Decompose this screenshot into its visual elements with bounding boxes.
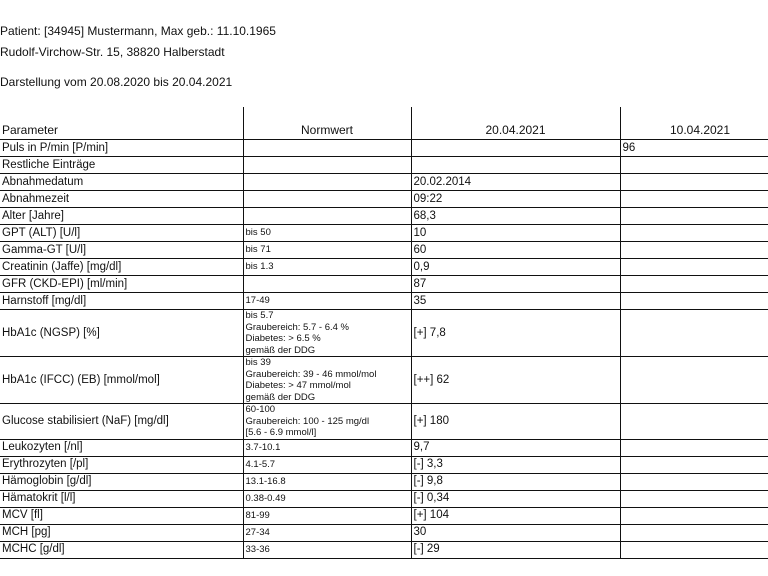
date-range: Darstellung vom 20.08.2020 bis 20.04.2021 xyxy=(0,75,233,89)
value-cell-date-2 xyxy=(620,541,768,558)
value-cell-date-2 xyxy=(620,439,768,456)
normwert-line: 3.7-10.1 xyxy=(245,441,281,453)
value-cell-date-1 xyxy=(411,140,620,157)
normwert-line: gemäß der DDG xyxy=(245,344,316,356)
table-row xyxy=(0,456,768,473)
parameter-cell: GFR (CKD-EPI) [ml/min] xyxy=(0,276,243,293)
parameter-cell: Restliche Einträge xyxy=(0,157,243,174)
normwert-cell xyxy=(243,242,411,259)
normwert-cell xyxy=(243,293,411,310)
normwert-line: gemäß der DDG xyxy=(245,391,316,403)
table-row xyxy=(0,157,768,174)
normwert-line: bis 5.7 xyxy=(245,310,274,321)
value-cell-date-1: 09:22 xyxy=(411,191,620,208)
parameter-cell: Gamma-GT [U/l] xyxy=(0,242,243,259)
value-cell-date-1: 35 xyxy=(411,293,620,310)
normwert-cell xyxy=(243,276,411,293)
value-cell-date-1: [+] 104 xyxy=(411,507,620,524)
normwert-cell xyxy=(243,225,411,242)
header-parameter: Parameter xyxy=(0,107,243,140)
normwert-cell xyxy=(243,524,411,541)
table-row xyxy=(0,310,768,357)
normwert-cell xyxy=(243,140,411,157)
parameter-cell: MCH [pg] xyxy=(0,524,243,541)
value-cell-date-2 xyxy=(620,276,768,293)
value-cell-date-1: 60 xyxy=(411,242,620,259)
parameter-cell: HbA1c (IFCC) (EB) [mmol/mol] xyxy=(0,357,243,404)
normwert-cell xyxy=(243,541,411,558)
table-row xyxy=(0,140,768,157)
normwert-cell xyxy=(243,404,411,440)
normwert-cell xyxy=(243,157,411,174)
value-cell-date-2 xyxy=(620,259,768,276)
normwert-cell xyxy=(243,439,411,456)
header-date-1: 20.04.2021 xyxy=(411,107,620,140)
value-cell-date-2 xyxy=(620,242,768,259)
value-cell-date-2 xyxy=(620,225,768,242)
header-date-2: 10.04.2021 xyxy=(620,107,768,140)
table-row xyxy=(0,490,768,507)
value-cell-date-2 xyxy=(620,157,768,174)
patient-address: Rudolf-Virchow-Str. 15, 38820 Halberstadt xyxy=(0,45,225,59)
normwert-cell xyxy=(243,310,411,357)
parameter-cell: Alter [Jahre] xyxy=(0,208,243,225)
normwert-line: bis 1.3 xyxy=(245,261,274,273)
table-row xyxy=(0,293,768,310)
table-row xyxy=(0,357,768,404)
parameter-cell: Abnahmezeit xyxy=(0,191,243,208)
normwert-line: 81-99 xyxy=(245,509,270,521)
normwert-line: Graubereich: 39 - 46 mmol/mol xyxy=(245,368,377,380)
normwert-line: 0.38-0.49 xyxy=(245,492,286,504)
parameter-cell: Erythrozyten [/pl] xyxy=(0,456,243,473)
value-cell-date-2 xyxy=(620,357,768,404)
parameter-cell: MCHC [g/dl] xyxy=(0,541,243,558)
value-cell-date-1: [-] 0,34 xyxy=(411,490,620,507)
parameter-cell: Hämatokrit [l/l] xyxy=(0,490,243,507)
normwert-line: Graubereich: 5.7 - 6.4 % xyxy=(245,321,349,333)
table-row xyxy=(0,174,768,191)
value-cell-date-2 xyxy=(620,507,768,524)
value-cell-date-2 xyxy=(620,490,768,507)
normwert-line: 17-49 xyxy=(245,295,270,307)
normwert-cell xyxy=(243,456,411,473)
value-cell-date-2 xyxy=(620,456,768,473)
value-cell-date-1: [-] 29 xyxy=(411,541,620,558)
table-row xyxy=(0,439,768,456)
parameter-cell: Abnahmedatum xyxy=(0,174,243,191)
parameter-cell: HbA1c (NGSP) [%] xyxy=(0,310,243,357)
table-row xyxy=(0,473,768,490)
table-row xyxy=(0,507,768,524)
table-row xyxy=(0,524,768,541)
table-row xyxy=(0,259,768,276)
value-cell-date-1: 30 xyxy=(411,524,620,541)
normwert-line: bis 50 xyxy=(245,227,271,239)
normwert-line: bis 71 xyxy=(245,244,271,256)
parameter-cell: Harnstoff [mg/dl] xyxy=(0,293,243,310)
value-cell-date-2 xyxy=(620,524,768,541)
normwert-line: 4.1-5.7 xyxy=(245,458,276,470)
table-row xyxy=(0,541,768,558)
value-cell-date-1: 0,9 xyxy=(411,259,620,276)
header-normwert: Normwert xyxy=(243,107,411,140)
normwert-cell xyxy=(243,507,411,524)
table-row xyxy=(0,225,768,242)
lab-results-table xyxy=(0,107,768,559)
normwert-line: [5.6 - 6.9 mmol/l] xyxy=(245,427,317,438)
patient-line: Patient: [34945] Mustermann, Max geb.: 11.10.1965 xyxy=(0,24,276,38)
table-row xyxy=(0,276,768,293)
value-cell-date-2 xyxy=(620,310,768,357)
value-cell-date-2: 96 xyxy=(620,140,768,157)
value-cell-date-1: 10 xyxy=(411,225,620,242)
normwert-line: 33-36 xyxy=(245,543,270,555)
normwert-line: Diabetes: > 47 mmol/mol xyxy=(245,380,351,391)
value-cell-date-2 xyxy=(620,191,768,208)
value-cell-date-2 xyxy=(620,174,768,191)
normwert-cell xyxy=(243,259,411,276)
table-row xyxy=(0,242,768,259)
parameter-cell: Creatinin (Jaffe) [mg/dl] xyxy=(0,259,243,276)
value-cell-date-1: 68,3 xyxy=(411,208,620,225)
value-cell-date-1: 9,7 xyxy=(411,439,620,456)
normwert-cell xyxy=(243,357,411,404)
value-cell-date-1: [+] 180 xyxy=(411,404,620,440)
normwert-line: 60-100 xyxy=(245,404,276,415)
parameter-cell: MCV [fl] xyxy=(0,507,243,524)
parameter-cell: Puls in P/min [P/min] xyxy=(0,140,243,157)
normwert-cell xyxy=(243,473,411,490)
normwert-cell xyxy=(243,490,411,507)
normwert-cell xyxy=(243,208,411,225)
normwert-cell xyxy=(243,191,411,208)
value-cell-date-2 xyxy=(620,473,768,490)
normwert-line: bis 39 xyxy=(245,357,271,368)
parameter-cell: Hämoglobin [g/dl] xyxy=(0,473,243,490)
lab-table-body xyxy=(0,140,768,559)
table-row xyxy=(0,208,768,225)
value-cell-date-1: [-] 3,3 xyxy=(411,456,620,473)
value-cell-date-2 xyxy=(620,404,768,440)
table-row xyxy=(0,404,768,440)
normwert-line: Graubereich: 100 - 125 mg/dl xyxy=(245,415,370,427)
value-cell-date-1: 87 xyxy=(411,276,620,293)
value-cell-date-1: [+] 7,8 xyxy=(411,310,620,357)
normwert-cell xyxy=(243,174,411,191)
table-header-row xyxy=(0,107,768,140)
value-cell-date-2 xyxy=(620,293,768,310)
value-cell-date-1: 20.02.2014 xyxy=(411,174,620,191)
parameter-cell: Leukozyten [/nl] xyxy=(0,439,243,456)
value-cell-date-1: [++] 62 xyxy=(411,357,620,404)
normwert-line: 13.1-16.8 xyxy=(245,475,286,487)
value-cell-date-2 xyxy=(620,208,768,225)
value-cell-date-1 xyxy=(411,157,620,174)
parameter-cell: Glucose stabilisiert (NaF) [mg/dl] xyxy=(0,404,243,440)
normwert-line: Diabetes: > 6.5 % xyxy=(245,333,321,344)
table-row xyxy=(0,191,768,208)
parameter-cell: GPT (ALT) [U/l] xyxy=(0,225,243,242)
value-cell-date-1: [-] 9,8 xyxy=(411,473,620,490)
normwert-line: 27-34 xyxy=(245,526,270,538)
